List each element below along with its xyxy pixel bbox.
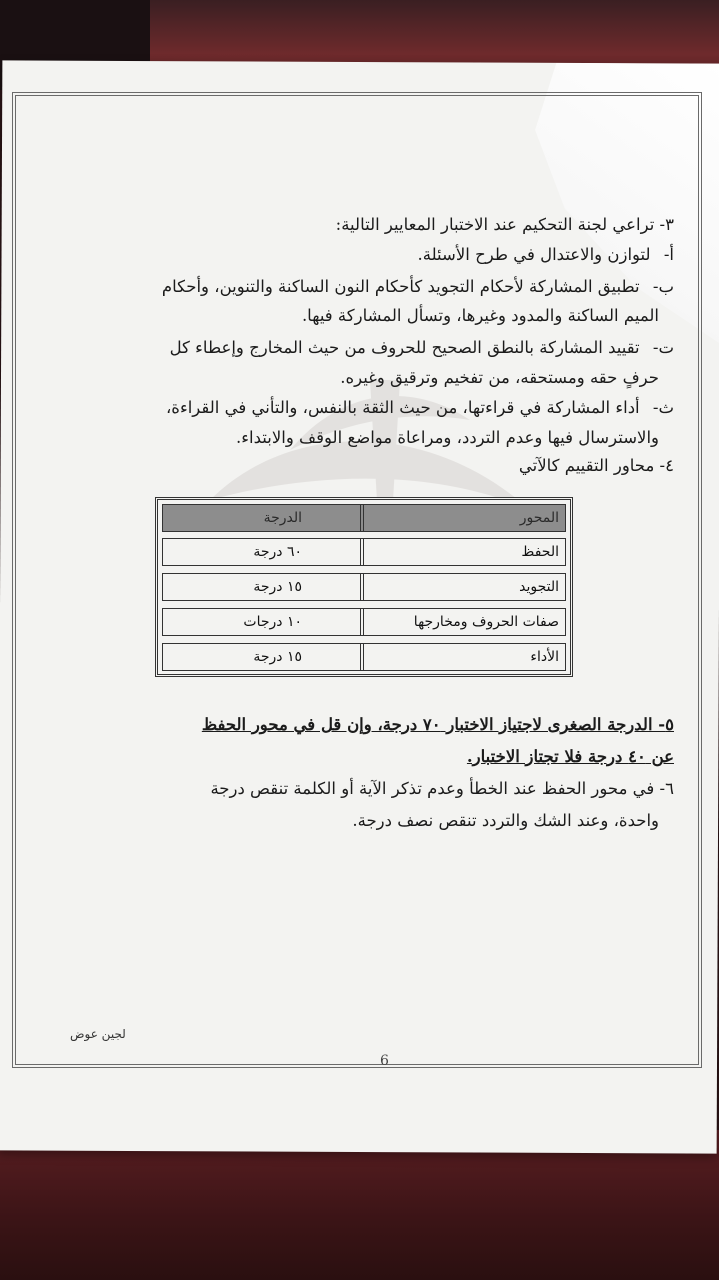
item-3th-text1: أداء المشاركة في قراءتها، من حيث الثقة بالنفس، والتأني في القراءة،: [165, 398, 640, 417]
table-cell-grade: ١٠ درجات: [243, 614, 302, 630]
item-5-text2: عن ٤٠ درجة فلا تجتاز الاختبار.: [466, 747, 674, 766]
item-5-line1: [202, 715, 674, 734]
table-header-axis: المحور: [360, 505, 565, 531]
table-cell-axis: الحفظ: [360, 539, 565, 565]
table-row: [162, 608, 566, 636]
item-3th-line1: [166, 398, 674, 417]
table-cell-grade: ١٥ درجة: [253, 649, 302, 665]
table-row: [162, 573, 566, 601]
table-cell-axis: الأداء: [360, 644, 565, 670]
item-3a-text: لتوازن والاعتدال في طرح الأسئلة.: [417, 245, 651, 264]
item-3b-text1: تطبيق المشاركة لأحكام التجويد كأحكام النون الساكنة والتنوين، وأحكام: [161, 277, 640, 296]
item-4-heading: ٤- محاور التقييم كالآتي: [518, 456, 674, 475]
item-3t-line1: [170, 338, 674, 357]
table-cell-axis: صفات الحروف ومخارجها: [360, 609, 565, 635]
item-3t-text1: تقييد المشاركة بالنطق الصحيح للحروف من حيث المخارج وإعطاء كل: [169, 338, 640, 357]
item-3b-line2: الميم الساكنة والمدود وغيرها، وتسأل المشاركة فيها.: [301, 306, 659, 325]
item-3b-line1: [162, 277, 674, 296]
item-3a-marker: أ-: [663, 245, 674, 264]
item-3a: [417, 245, 674, 264]
item-5-text1: ٥- الدرجة الصغرى لاجتياز الاختبار ٧٠ درجة، وإن قل في محور الحفظ: [201, 715, 674, 734]
item-5-line2: [467, 747, 674, 766]
evaluation-table: [155, 497, 573, 677]
item-3-heading: ٣- تراعي لجنة التحكيم عند الاختبار المعايير التالية:: [335, 215, 674, 234]
item-3th-line2: والاسترسال فيها وعدم التردد، ومراعاة مواضع الوقف والابتداء.: [236, 428, 659, 447]
table-header-grade: الدرجة: [263, 510, 302, 526]
table-row: [162, 643, 566, 671]
signature: لجين عوض: [70, 1027, 126, 1041]
item-3b-marker: ب-: [652, 277, 674, 296]
table-cell-axis: التجويد: [360, 574, 565, 600]
table-row: [162, 538, 566, 566]
table-cell-grade: ١٥ درجة: [253, 579, 302, 595]
item-3t-marker: ت-: [652, 338, 674, 357]
item-3t-line2: حرفٍ حقه ومستحقه، من تفخيم وترقيق وغيره.: [340, 368, 659, 387]
page-number: 6: [380, 1053, 389, 1069]
item-6-line2: واحدة، وعند الشك والتردد تنقص نصف درجة.: [352, 811, 659, 830]
item-6-line1: ٦- في محور الحفظ عند الخطأ وعدم تذكر الآية أو الكلمة تنقص درجة: [210, 779, 674, 798]
table-header-row: [162, 504, 566, 532]
table-cell-grade: ٦٠ درجة: [253, 544, 302, 560]
item-3th-marker: ث-: [652, 398, 674, 417]
